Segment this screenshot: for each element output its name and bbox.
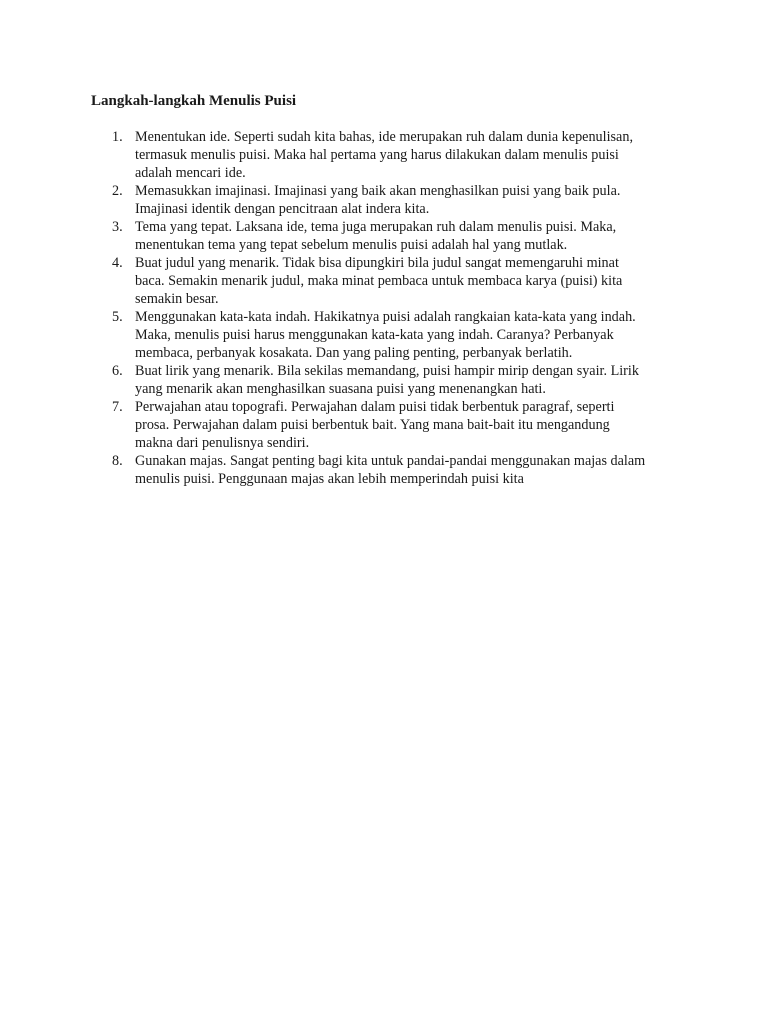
list-item-text bbox=[135, 452, 691, 488]
list-item-number: 5. bbox=[112, 309, 123, 325]
list-item-text bbox=[135, 182, 691, 218]
list-item bbox=[91, 308, 691, 362]
list-item bbox=[91, 398, 691, 452]
list-item-text bbox=[135, 398, 691, 452]
list-item bbox=[91, 182, 691, 218]
list-item-number: 2. bbox=[112, 183, 123, 199]
list-item-line: Menggunakan kata-kata indah. Hakikatnya puisi adalah rangkaian kata-kata yang indah. bbox=[135, 309, 636, 325]
list-item-line: Tema yang tepat. Laksana ide, tema juga merupakan ruh dalam menulis puisi. Maka, bbox=[135, 219, 617, 235]
steps-list bbox=[91, 128, 691, 488]
list-item-line: Menentukan ide. Seperti sudah kita bahas, ide merupakan ruh dalam dunia kepenulisan, bbox=[135, 129, 633, 145]
list-item-line: adalah mencari ide. bbox=[135, 165, 246, 181]
list-item-number: 1. bbox=[112, 129, 123, 145]
list-item-line: semakin besar. bbox=[135, 291, 219, 307]
list-item-line: Buat judul yang menarik. Tidak bisa dipungkiri bila judul sangat memengaruhi minat bbox=[135, 255, 619, 271]
list-item-text bbox=[135, 254, 691, 308]
list-item-line: Buat lirik yang menarik. Bila sekilas memandang, puisi hampir mirip dengan syair. Lirik bbox=[135, 363, 639, 379]
list-item bbox=[91, 218, 691, 254]
list-item-line: termasuk menulis puisi. Maka hal pertama yang harus dilakukan dalam menulis puisi bbox=[135, 147, 619, 163]
list-item-number: 4. bbox=[112, 255, 123, 271]
list-item-number: 7. bbox=[112, 399, 123, 415]
list-item-line: Memasukkan imajinasi. Imajinasi yang baik akan menghasilkan puisi yang baik pula. bbox=[135, 183, 621, 199]
list-item bbox=[91, 452, 691, 488]
list-item-line: menentukan tema yang tepat sebelum menulis puisi adalah hal yang mutlak. bbox=[135, 237, 568, 253]
list-item bbox=[91, 254, 691, 308]
list-item-number: 3. bbox=[112, 219, 123, 235]
list-item-text bbox=[135, 362, 691, 398]
list-item-line: prosa. Perwajahan dalam puisi berbentuk bait. Yang mana bait-bait itu mengandung bbox=[135, 417, 610, 433]
list-item-line: Imajinasi identik dengan pencitraan alat indera kita. bbox=[135, 201, 430, 217]
list-item bbox=[91, 128, 691, 182]
list-item-line: yang menarik akan menghasilkan suasana puisi yang menenangkan hati. bbox=[135, 381, 546, 397]
list-item-line: Gunakan majas. Sangat penting bagi kita untuk pandai-pandai menggunakan majas dalam bbox=[135, 453, 646, 469]
list-item-text bbox=[135, 218, 691, 254]
list-item-line: Maka, menulis puisi harus menggunakan kata-kata yang indah. Caranya? Perbanyak bbox=[135, 327, 614, 343]
list-item-text bbox=[135, 308, 691, 362]
list-item-line: Perwajahan atau topografi. Perwajahan dalam puisi tidak berbentuk paragraf, seperti bbox=[135, 399, 615, 415]
list-item bbox=[91, 362, 691, 398]
list-item-line: baca. Semakin menarik judul, maka minat pembaca untuk membaca karya (puisi) kita bbox=[135, 273, 623, 289]
list-item-text bbox=[135, 128, 691, 182]
list-item-line: makna dari penulisnya sendiri. bbox=[135, 435, 310, 451]
list-item-line: menulis puisi. Penggunaan majas akan lebih memperindah puisi kita bbox=[135, 471, 524, 487]
document-title: Langkah-langkah Menulis Puisi bbox=[91, 93, 297, 109]
list-item-number: 8. bbox=[112, 453, 123, 469]
list-item-line: membaca, perbanyak kosakata. Dan yang paling penting, perbanyak berlatih. bbox=[135, 345, 573, 361]
list-item-number: 6. bbox=[112, 363, 123, 379]
